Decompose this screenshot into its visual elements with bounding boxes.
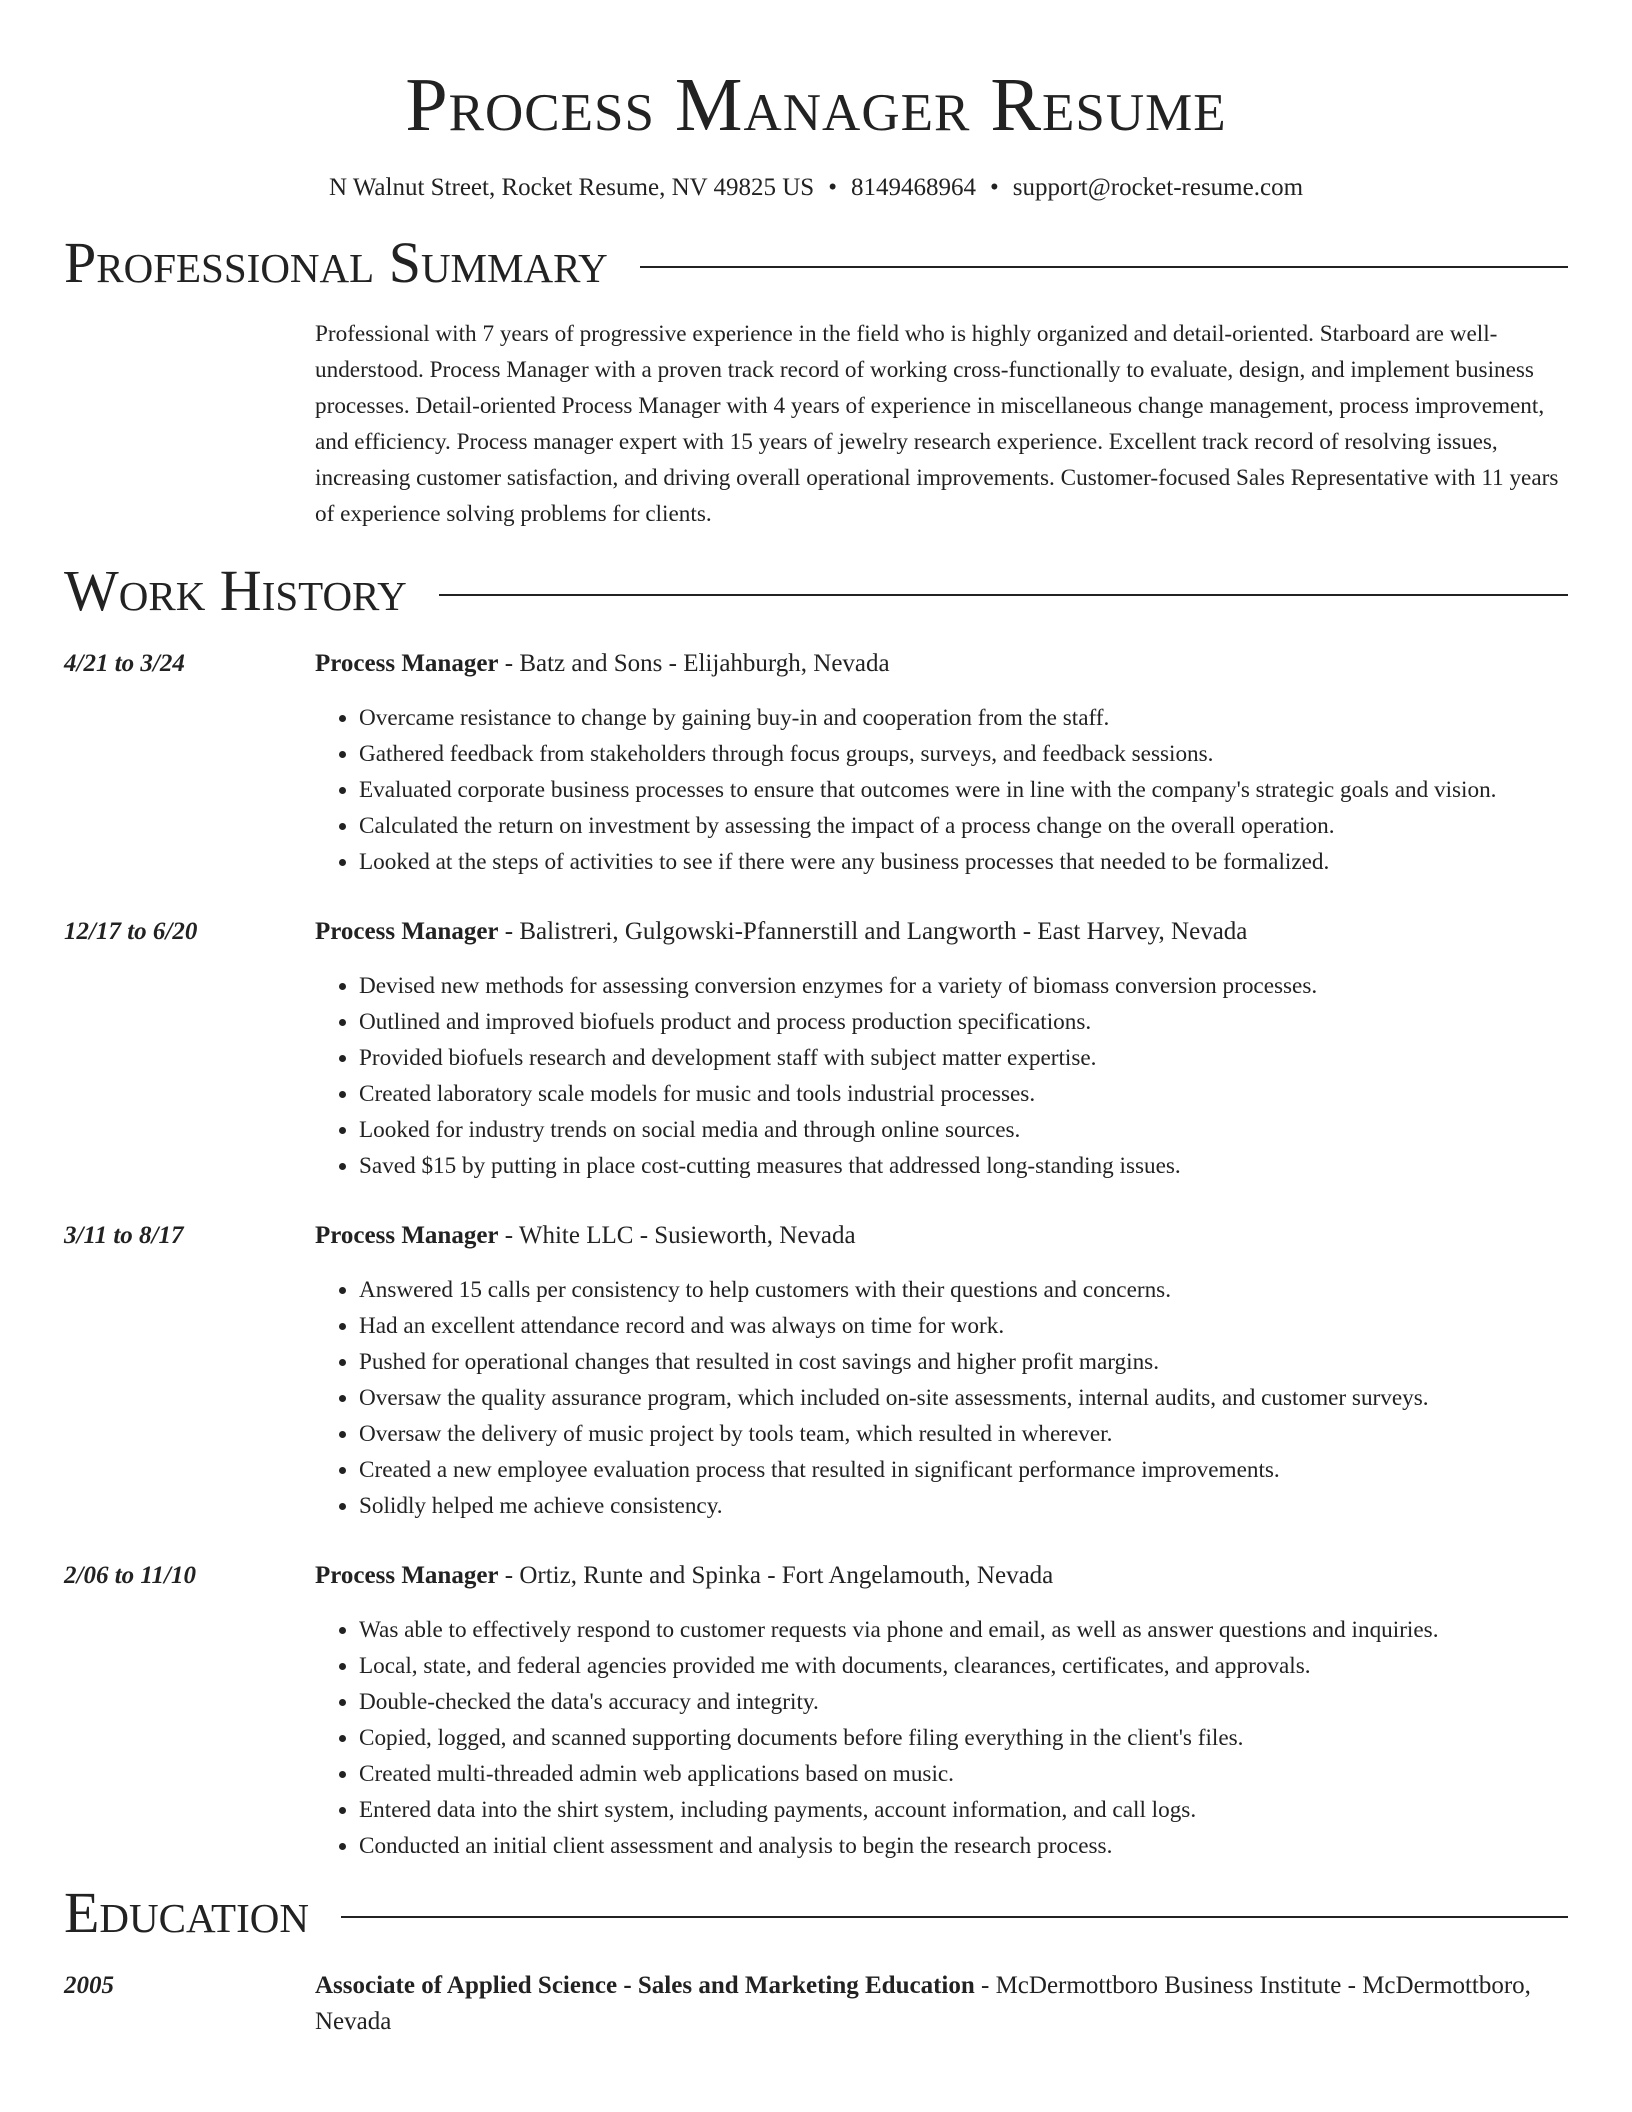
education-entry	[64, 1968, 1568, 2040]
section-divider	[439, 594, 1568, 596]
job-bullet-list	[315, 1612, 1568, 1864]
job-bullet: • Pushed for operational changes that resulted in cost savings and higher profit margins.	[359, 1344, 1568, 1380]
job-date: 4/21 to 3/24	[64, 650, 185, 677]
job-entry	[64, 1558, 1568, 1864]
job-date: 12/17 to 6/20	[64, 918, 198, 945]
job-bullet: • Created laboratory scale models for music and tools industrial processes.	[359, 1076, 1568, 1112]
job-bullet: • Created multi-threaded admin web applications based on music.	[359, 1756, 1568, 1792]
work-heading: Work History	[64, 558, 407, 623]
contact-separator: •	[989, 174, 999, 201]
job-bullet: • Looked at the steps of activities to see if there were any business processes that needed to be formalized.	[359, 844, 1568, 880]
contact-separator: •	[828, 174, 837, 201]
job-list	[64, 646, 1568, 1864]
education-heading: Education	[64, 1880, 309, 1945]
summary-section-heading	[64, 230, 1568, 296]
summary-text: Professional with 7 years of progressive experience in the field who is highly organized and detail-oriented. Starboard are well-understood. Process Manager with a proven track record of working cross-functionally to evaluate, design, and implement business processes. Detail-oriented Process Manager with 4 years of experience in miscellaneous change management, process improvement, and efficiency. Process manager expert with 15 years of jewelry research experience. Excellent track record of resolving issues, increasing customer satisfaction, and driving overall operational improvements. Customer-focused Sales Representative with 11 years of experience solving problems for clients.	[315, 321, 1559, 527]
contact-address: N Walnut Street, Rocket Resume, NV 49825 US	[328, 174, 815, 201]
job-bullet: • Answered 15 calls per consistency to help customers with their questions and concerns.	[359, 1272, 1568, 1308]
job-bullet: • Outlined and improved biofuels product and process production specifications.	[359, 1004, 1568, 1040]
job-content	[315, 1558, 1568, 1864]
job-bullet: • Created a new employee evaluation process that resulted in significant performance improvements.	[359, 1452, 1568, 1488]
job-entry	[64, 1218, 1568, 1524]
job-bullet: • Oversaw the delivery of music project by tools team, which resulted in wherever.	[359, 1416, 1568, 1452]
job-content	[315, 646, 1568, 880]
job-bullet: • Copied, logged, and scanned supporting documents before filing everything in the client's files.	[359, 1720, 1568, 1756]
job-title: Process Manager	[315, 918, 499, 945]
job-bullet: • Gathered feedback from stakeholders through focus groups, surveys, and feedback sessions.	[359, 736, 1568, 772]
job-entry	[64, 914, 1568, 1184]
job-date: 2/06 to 11/10	[64, 1562, 196, 1589]
job-bullet-list	[315, 700, 1568, 880]
job-bullet: • Conducted an initial client assessment and analysis to begin the research process.	[359, 1828, 1568, 1864]
contact-email: support@rocket-resume.com	[1012, 174, 1304, 201]
section-divider	[640, 266, 1568, 268]
job-bullet: • Devised new methods for assessing conversion enzymes for a variety of biomass conversion processes.	[359, 968, 1568, 1004]
job-heading	[315, 646, 1568, 682]
job-bullet-list	[315, 1272, 1568, 1524]
work-section-heading	[64, 558, 1568, 624]
job-content	[315, 1218, 1568, 1524]
job-bullet: • Saved $15 by putting in place cost-cutting measures that addressed long-standing issues.	[359, 1148, 1568, 1184]
job-bullet: • Calculated the return on investment by assessing the impact of a process change on the overall operation.	[359, 808, 1568, 844]
job-company-location: - Ortiz, Runte and Spinka - Fort Angelamouth, Nevada	[498, 1562, 1054, 1589]
job-bullet: • Solidly helped me achieve consistency.	[359, 1488, 1568, 1524]
job-bullet: • Entered data into the shirt system, including payments, account information, and call logs.	[359, 1792, 1568, 1828]
job-company-location: - Batz and Sons - Elijahburgh, Nevada	[498, 650, 890, 677]
job-heading	[315, 1218, 1568, 1254]
job-company-location: - Balistreri, Gulgowski-Pfannerstill and Langworth - East Harvey, Nevada	[498, 918, 1248, 945]
contact-phone: 8149468964	[850, 174, 976, 201]
job-bullet: • Had an excellent attendance record and was always on time for work.	[359, 1308, 1568, 1344]
job-content	[315, 914, 1568, 1184]
education-degree: Associate of Applied Science - Sales and Marketing Education	[315, 1972, 975, 1999]
job-date: 3/11 to 8/17	[64, 1222, 184, 1249]
job-title: Process Manager	[315, 1562, 499, 1589]
job-bullet: • Evaluated corporate business processes to ensure that outcomes were in line with the company's strategic goals and vision.	[359, 772, 1568, 808]
job-bullet: • Local, state, and federal agencies provided me with documents, clearances, certificates, and approvals.	[359, 1648, 1568, 1684]
job-bullet: • Overcame resistance to change by gaining buy-in and cooperation from the staff.	[359, 700, 1568, 736]
resume-title: Process Manager Resume	[405, 63, 1227, 147]
resume-page	[64, 0, 1568, 2040]
job-bullet: • Was able to effectively respond to customer requests via phone and email, as well as answer questions and inquiries.	[359, 1612, 1568, 1648]
education-list	[64, 1968, 1568, 2040]
education-school-location: - McDermottboro Business Institute - McDermottboro, Nevada	[315, 1972, 1531, 2035]
job-bullet: • Double-checked the data's accuracy and integrity.	[359, 1684, 1568, 1720]
education-content	[315, 1968, 1568, 2040]
summary-heading: Professional Summary	[64, 230, 608, 295]
job-heading	[315, 1558, 1568, 1594]
job-bullet: • Provided biofuels research and development staff with subject matter expertise.	[359, 1040, 1568, 1076]
education-section-heading	[64, 1880, 1568, 1946]
job-company-location: - White LLC - Susieworth, Nevada	[498, 1222, 856, 1249]
job-entry	[64, 646, 1568, 880]
job-bullet-list	[315, 968, 1568, 1184]
contact-line	[64, 170, 1568, 206]
job-title: Process Manager	[315, 650, 499, 677]
job-bullet: • Oversaw the quality assurance program, which included on-site assessments, internal audits, and customer surveys.	[359, 1380, 1568, 1416]
section-divider	[341, 1916, 1568, 1918]
education-date: 2005	[64, 1972, 114, 1999]
job-heading	[315, 914, 1568, 950]
job-title: Process Manager	[315, 1222, 499, 1249]
education-heading-line	[315, 1968, 1568, 2040]
job-bullet: • Looked for industry trends on social media and through online sources.	[359, 1112, 1568, 1148]
